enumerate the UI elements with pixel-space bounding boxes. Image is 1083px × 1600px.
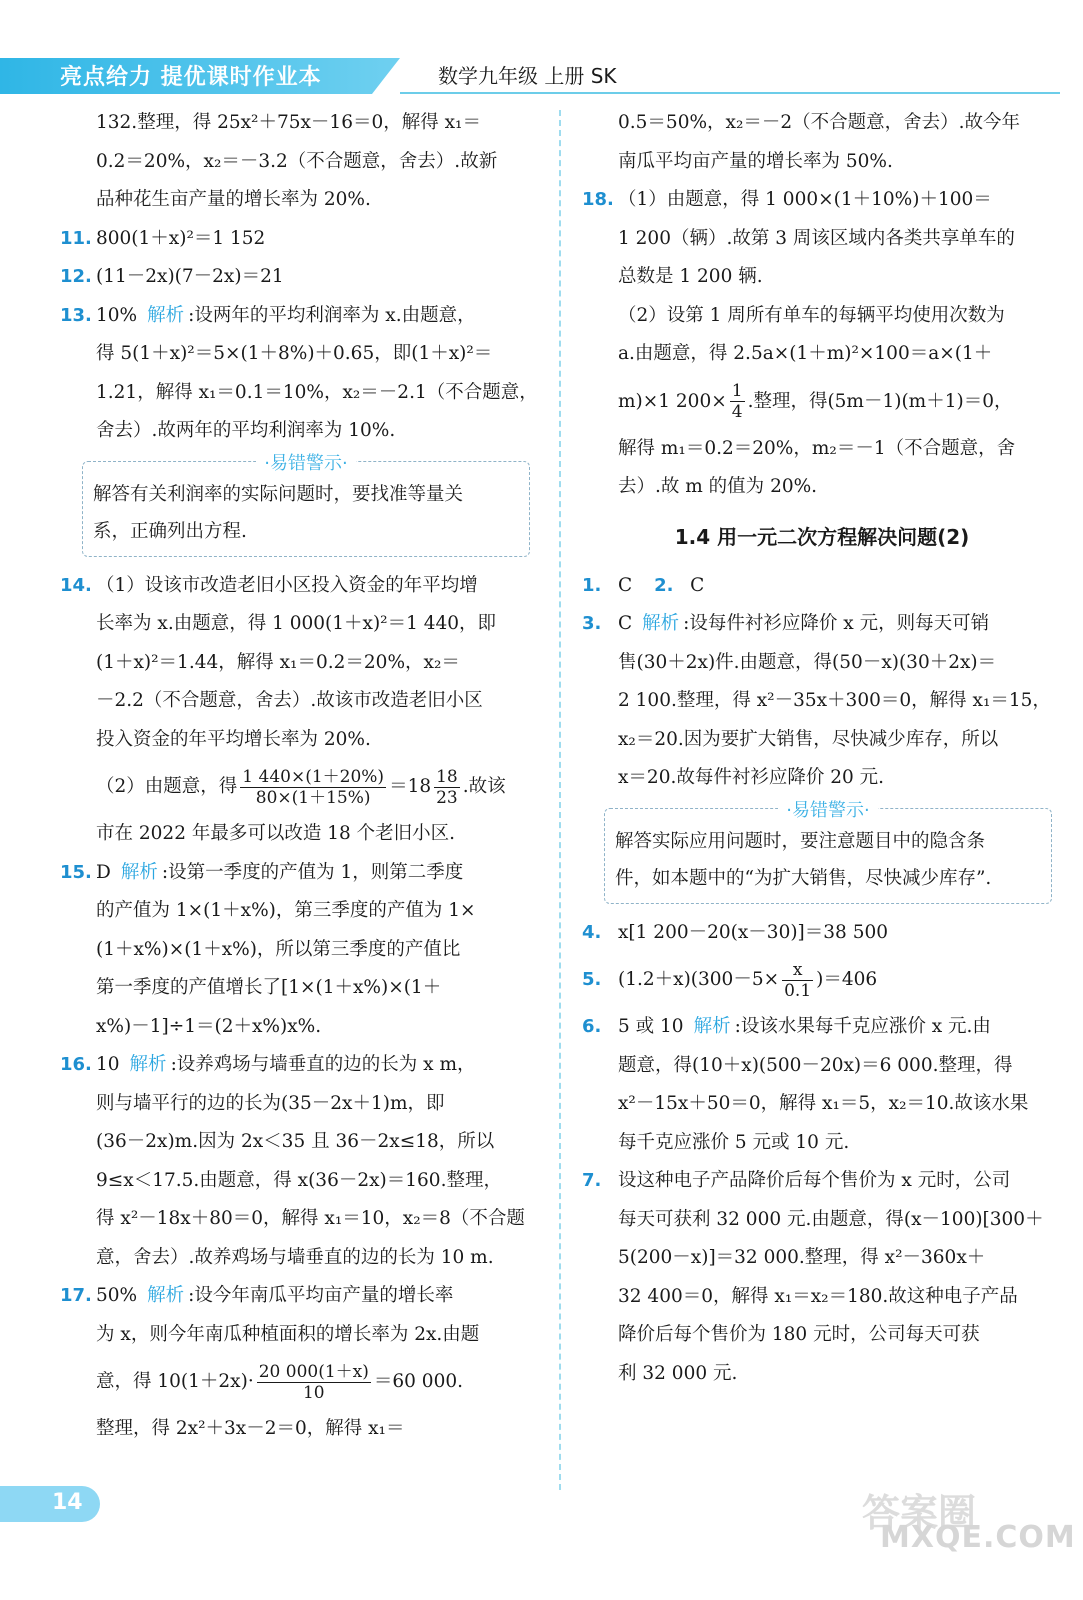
q13-answer: 10% <box>96 304 138 326</box>
error-warning-box <box>82 452 530 557</box>
q18-line: 1 200（辆）.故第 3 周该区域内各类共享单车的 <box>618 227 1015 249</box>
q2-answer: C <box>690 574 705 596</box>
q16-text: 设养鸡场与墙垂直的边的长为 x m， <box>176 1054 476 1075</box>
q16-line: 意，舍去）.故养鸡场与墙垂直的边的长为 10 m. <box>96 1246 494 1268</box>
q12 <box>60 258 540 297</box>
page-header <box>0 0 1083 92</box>
q18-line: （2）设第 1 周所有单车的每辆平均使用次数为 <box>618 304 1005 326</box>
q17-cont-line: 南瓜平均亩产量的增长率为 50%. <box>618 150 893 172</box>
q7-number: 7. <box>582 1170 602 1191</box>
q4-answer: x[1 200－20(x－30)]＝38 500 <box>618 921 889 943</box>
q18 <box>582 181 1062 220</box>
analysis-label: 解析 <box>120 861 158 883</box>
q16-number: 16. <box>60 1054 92 1075</box>
q15-number: 15. <box>60 861 92 883</box>
fraction-numerator: 1 <box>731 381 743 401</box>
book-title: 亮点给力 提优课时作业本 <box>60 65 322 90</box>
q17-cont-line: 0.5＝50%，x₂＝－2（不合题意，舍去）.故今年 <box>618 112 1021 133</box>
fraction-denominator: 4 <box>731 402 743 422</box>
q5 <box>582 952 1062 1008</box>
q14-text: （1）设该市改造老旧小区投入资金的年平均增 <box>96 574 478 596</box>
q7-line: 每天可获利 32 000 元.由题意，得(x－100)[300＋ <box>618 1208 1044 1230</box>
q4 <box>582 914 1062 953</box>
q14-part2 <box>60 759 540 815</box>
q14-number: 14. <box>60 574 92 596</box>
q15-line: 第一季度的产值增长了[1×(1＋x%)×(1＋ <box>96 977 442 998</box>
analysis-label: 解析 <box>693 1016 731 1037</box>
analysis-label: 解析 <box>642 613 680 634</box>
fraction <box>730 381 745 422</box>
q15-line: x%)－1]÷1＝(2＋x%)x%. <box>96 1015 322 1037</box>
q17: 17. 50% 解析 :设今年南瓜平均亩产量的增长率 <box>60 1277 540 1316</box>
q18-number: 18. <box>582 189 614 210</box>
q3-number: 3. <box>582 613 602 634</box>
q15-line: (1＋x%)×(1＋x%)，所以第三季度的产值比 <box>96 938 461 960</box>
warning-line: 解答有关利润率的实际问题时，要找准等量关 <box>93 483 464 505</box>
q3-line: 2 100.整理，得 x²－35x＋300＝0，解得 x₁＝15， <box>618 690 1051 711</box>
warning-line: 解答实际应用问题时，要注意题目中的隐含条 <box>615 830 986 852</box>
q10-cont-line: 品种花生亩产量的增长率为 20%. <box>96 189 371 210</box>
q3-line: 售(30＋2x)件.由题意，得(50－x)(30＋2x)＝ <box>618 651 997 673</box>
q13-line: 舍去）.故两年的平均利润率为 10%. <box>96 420 396 441</box>
q17-text: 设今年南瓜平均亩产量的增长率 <box>194 1285 454 1306</box>
q14 <box>60 567 540 606</box>
fraction-denominator: 10 <box>302 1382 325 1403</box>
fraction <box>257 1362 371 1403</box>
fraction-numerator: 1 440×(1＋20%) <box>242 766 385 787</box>
q6-line: 题意，得(10＋x)(500－20x)＝6 000.整理，得 <box>618 1054 1013 1076</box>
warning-title: ·易错警示· <box>778 800 877 821</box>
q13-number: 13. <box>60 304 92 326</box>
book-subtitle: 数学九年级 上册 SK <box>438 64 617 88</box>
q3-line: x＝20.故每件衬衫应降价 20 元. <box>618 767 885 788</box>
q16-answer: 10 <box>96 1054 120 1075</box>
q7-text: 设这种电子产品降价后每个售价为 x 元时，公司 <box>618 1170 1011 1191</box>
q17-line: 整理，得 2x²＋3x－2＝0，解得 x₁＝ <box>96 1418 405 1439</box>
q18-line: 总数是 1 200 辆. <box>618 266 763 287</box>
error-warning-box <box>604 799 1052 904</box>
mixed-fraction <box>434 767 460 808</box>
left-column <box>60 104 540 1449</box>
q14-line: 市在 2022 年最多可以改造 18 个老旧小区. <box>96 823 456 844</box>
q11 <box>60 220 540 259</box>
q7-line: 32 400＝0，解得 x₁＝x₂＝180.故这种电子产品 <box>618 1285 1018 1307</box>
analysis-label: 解析 <box>147 304 185 326</box>
q5-number: 5. <box>582 969 602 990</box>
fraction <box>240 767 386 808</box>
q17-eq-pre: 意，得 10(1＋2x)· <box>96 1371 254 1392</box>
right-column <box>582 104 1062 1393</box>
q17-number: 17. <box>60 1285 92 1306</box>
q15-answer: D <box>96 861 111 883</box>
q12-number: 12. <box>60 266 92 287</box>
q1-answer: C <box>618 574 633 596</box>
q17-eq-post: ＝60 000. <box>373 1371 463 1392</box>
q18-text: （1）由题意，得 1 000×(1＋10%)＋100＝ <box>618 189 992 210</box>
q7-line: 5(200－x)]＝32 000.整理，得 x²－360x＋ <box>618 1247 986 1268</box>
q14-line: 投入资金的年平均增长率为 20%. <box>96 728 371 750</box>
q16-line: 则与墙平行的边的长为(35－2x＋1)m，即 <box>96 1092 445 1114</box>
q16-line: 得 x²－18x＋80＝0，解得 x₁＝10，x₂＝8（不合题 <box>96 1208 525 1229</box>
q6: 6. 5 或 10 解析 :设该水果每千克应涨价 x 元.由 <box>582 1008 1062 1047</box>
q11-number: 11. <box>60 227 92 249</box>
fraction-denominator: 0.1 <box>784 980 812 1001</box>
q16: 16. 10 解析 :设养鸡场与墙垂直的边的长为 x m， <box>60 1046 540 1085</box>
q11-answer: 800(1＋x)²＝1 152 <box>96 227 266 249</box>
analysis-label: 解析 <box>147 1285 185 1306</box>
q18-line: 去）.故 m 的值为 20%. <box>618 476 818 497</box>
q18-line: a.由题意，得 2.5a×(1＋m)²×100＝a×(1＋ <box>618 343 993 364</box>
q14-equals: ＝18 <box>389 776 432 797</box>
fraction-numerator: x <box>782 960 813 981</box>
q7-line: 利 32 000 元. <box>618 1362 738 1384</box>
q14-line: (1＋x)²＝1.44，解得 x₁＝0.2＝20%，x₂＝ <box>96 651 460 673</box>
warning-line: 件，如本题中的“为扩大销售，尽快减少库存”. <box>615 867 992 889</box>
q17-answer: 50% <box>96 1285 138 1306</box>
q3: 3. C 解析 :设每件衬衫应降价 x 元，则每天可销 <box>582 605 1062 644</box>
fraction-denominator: 80×(1＋15%) <box>255 787 371 808</box>
q14-part2-tail: .故该 <box>462 776 506 797</box>
q14-line: 长率为 x.由题意，得 1 000(1＋x)²＝1 440，即 <box>96 613 497 634</box>
q18-eq-pre: m)×1 200× <box>618 390 727 412</box>
q12-answer: (11－2x)(7－2x)＝21 <box>96 266 284 287</box>
q5-pre: (1.2＋x)(300－5× <box>618 969 780 990</box>
q14-part2-text: （2）由题意，得 <box>96 776 238 797</box>
q6-text: 设该水果每千克应涨价 x 元.由 <box>740 1016 991 1037</box>
q10-cont-line: 132.整理，得 25x²＋75x－16＝0，解得 x₁＝ <box>96 112 481 133</box>
header-rule <box>400 92 1060 94</box>
q3-text: 设每件衬衫应降价 x 元，则每天可销 <box>689 613 990 634</box>
page-number-tab <box>0 1486 100 1522</box>
q4-number: 4. <box>582 921 602 943</box>
fraction-denominator: 23 <box>436 787 458 808</box>
q6-number: 6. <box>582 1016 602 1037</box>
q13-text: 设两年的平均利润率为 x.由题意， <box>194 304 476 326</box>
page-number: 14 <box>52 1490 83 1515</box>
q5-post: )＝406 <box>816 969 878 990</box>
watermark-site: MXQE.COM <box>880 1520 1076 1555</box>
q15-text: 设第一季度的产值为 1，则第二季度 <box>168 861 464 883</box>
q18-eq-post: .整理，得(5m－1)(m＋1)＝0， <box>747 390 1013 412</box>
watermark-logo: 答案圈 <box>862 1491 977 1535</box>
q6-line: x²－15x＋50＝0，解得 x₁＝5，x₂＝10.故该水果 <box>618 1093 1029 1114</box>
q17-line: 为 x，则今年南瓜种植面积的增长率为 2x.由题 <box>96 1323 480 1345</box>
q18-line: 解得 m₁＝0.2＝20%，m₂＝－1（不合题意，舍 <box>618 437 1016 459</box>
fraction <box>782 960 813 1001</box>
q16-line: 9≤x＜17.5.由题意，得 x(36－2x)＝160.整理， <box>96 1169 502 1191</box>
q3-line: x₂＝20.因为要扩大销售，尽快减少库存，所以 <box>618 728 999 750</box>
q17-equation <box>60 1354 540 1410</box>
section-title: 1.4 用一元二次方程解决问题(2) <box>674 524 970 549</box>
q13-line: 1.21，解得 x₁＝0.1＝10%，x₂＝－2.1（不合题意， <box>96 381 538 403</box>
q7-line: 降价后每个售价为 180 元时，公司每天可获 <box>618 1324 980 1345</box>
q6-line: 每千克应涨价 5 元或 10 元. <box>618 1131 850 1153</box>
q6-answer: 5 或 10 <box>618 1016 684 1037</box>
fraction-numerator: 18 <box>436 766 458 787</box>
warning-line: 系，正确列出方程. <box>93 520 247 542</box>
warning-title: ·易错警示· <box>256 453 355 474</box>
q2-number: 2. <box>654 574 674 596</box>
q14-line: －2.2（不合题意，舍去）.故该市改造老旧小区 <box>96 690 483 711</box>
q3-answer: C <box>618 613 633 634</box>
q13: 13. 10% 解析 :设两年的平均利润率为 x.由题意， <box>60 297 540 336</box>
q13-line: 得 5(1＋x)²＝5×(1＋8%)＋0.65，即(1＋x)²＝ <box>96 343 493 364</box>
q15-line: 的产值为 1×(1＋x%)，第三季度的产值为 1× <box>96 900 476 921</box>
fraction-numerator: 20 000(1＋x) <box>258 1361 369 1382</box>
q10-cont-line: 0.2＝20%，x₂＝－3.2（不合题意，舍去）.故新 <box>96 150 498 172</box>
q7 <box>582 1162 1062 1201</box>
q1-q2 <box>582 567 1062 606</box>
q15: 15. D 解析 :设第一季度的产值为 1，则第二季度 <box>60 854 540 893</box>
q18-equation <box>582 374 1062 430</box>
analysis-label: 解析 <box>129 1054 167 1075</box>
q16-line: (36－2x)m.因为 2x＜35 且 36－2x≤18，所以 <box>96 1131 495 1152</box>
column-divider <box>559 110 561 1490</box>
q1-number: 1. <box>582 574 602 596</box>
